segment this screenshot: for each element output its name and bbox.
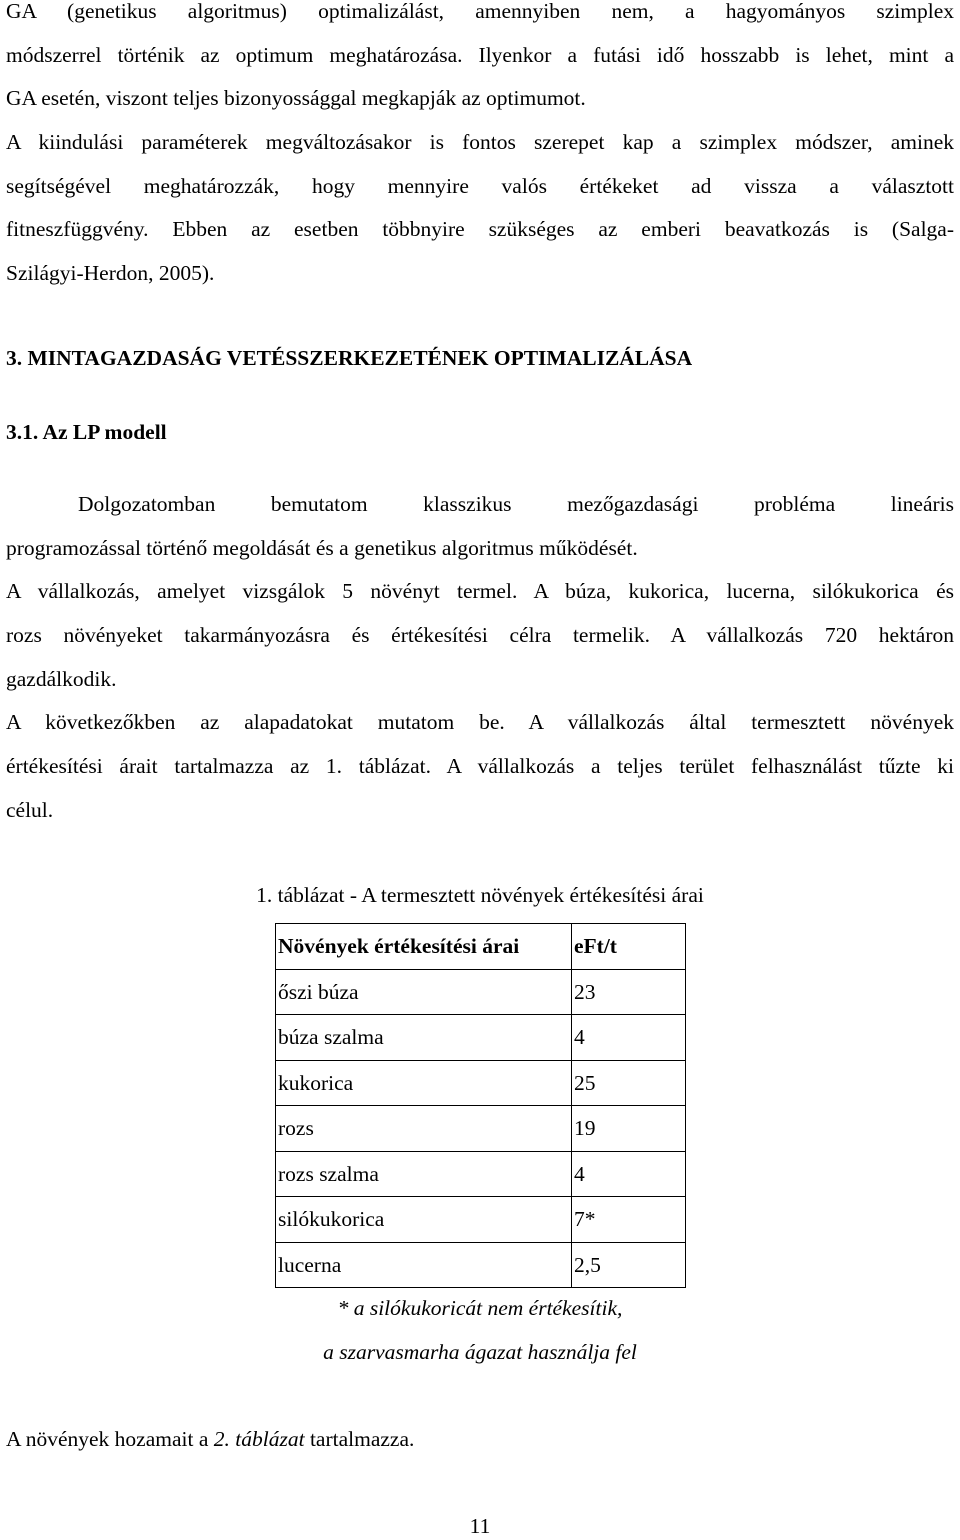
crop-name-cell: silókukorica [276,1197,572,1243]
table-row [276,1106,686,1152]
table-header-cell: eFt/t [572,924,686,970]
text-line: GA esetén, viszont teljes bizonyossággal megkapják az optimumot. [6,86,586,111]
closing-text-after: tartalmazza. [304,1427,415,1451]
table-row [276,1015,686,1061]
price-cell: 7* [572,1197,686,1243]
text-line: A vállalkozás, amelyet vizsgálok 5 növényt termel. A búza, kukorica, lucerna, silókukorica és [6,579,954,604]
price-cell: 4 [572,1151,686,1197]
subsection-heading: 3.1. Az LP modell [6,420,167,444]
text-line: Szilágyi-Herdon, 2005). [6,261,215,286]
table-footnote-line: a szarvasmarha ágazat használja fel [323,1340,637,1364]
table-header-cell: Növények értékesítési árai [276,924,572,970]
text-line: módszerrel történik az optimum meghatározása. Ilyenkor a futási idő hosszabb is lehet, mint a [6,42,954,67]
text-line: Dolgozatomban bemutatom klasszikus mezőgazdasági probléma lineáris [78,492,954,516]
closing-sentence [6,1418,954,1462]
price-cell: 25 [572,1060,686,1106]
text-line: gazdálkodik. [6,666,117,691]
crop-name-cell: őszi búza [276,969,572,1015]
text-line: fitneszfüggvény. Ebben az esetben többnyire szükséges az emberi beavatkozás is (Salga- [6,217,954,242]
text-line: GA (genetikus algoritmus) optimalizálást, amennyiben nem, a hagyományos szimplex [6,0,954,23]
page-number: 11 [469,1514,491,1538]
text-line: A kiindulási paraméterek megváltozásakor is fontos szerepet kap a szimplex módszer, aminek [6,130,954,155]
body-paragraph [6,483,954,833]
table-row [276,1242,686,1288]
crop-name-cell: rozs [276,1106,572,1152]
table-row [276,1151,686,1197]
table-header-row [276,924,686,970]
price-cell: 2,5 [572,1242,686,1288]
crop-name-cell: kukorica [276,1060,572,1106]
section-heading: 3. MINTAGAZDASÁG VETÉSSZERKEZETÉNEK OPTIMALIZÁLÁSA [6,346,693,370]
closing-text-before: A növények hozamait a [6,1427,214,1451]
text-line: értékesítési árait tartalmazza az 1. táblázat. A vállalkozás a teljes terület felhasználást tűzte ki [6,754,954,779]
crop-name-cell: búza szalma [276,1015,572,1061]
table-footnote-line: * a silókukoricát nem értékesítik, [337,1296,623,1320]
table-row [276,1060,686,1106]
text-line: A következőkben az alapadatokat mutatom be. A vállalkozás által termesztett növények [6,710,954,735]
price-cell: 4 [572,1015,686,1061]
crop-name-cell: rozs szalma [276,1151,572,1197]
text-line: segítségével meghatározzák, hogy mennyire valós értékeket ad vissza a választott [6,173,954,198]
table-row [276,969,686,1015]
text-line: programozással történő megoldását és a genetikus algoritmus működését. [6,535,638,560]
price-cell: 23 [572,969,686,1015]
crop-name-cell: lucerna [276,1242,572,1288]
table-caption: 1. táblázat - A termesztett növények értékesítési árai [256,883,704,907]
price-cell: 19 [572,1106,686,1152]
text-line: rozs növényeket takarmányozásra és értékesítési célra termelik. A vállalkozás 720 hektáron [6,623,954,648]
price-table [275,923,686,1288]
intro-paragraph [6,0,954,296]
text-line: célul. [6,797,54,822]
table-reference: 2. táblázat [213,1427,305,1451]
table-row [276,1197,686,1243]
